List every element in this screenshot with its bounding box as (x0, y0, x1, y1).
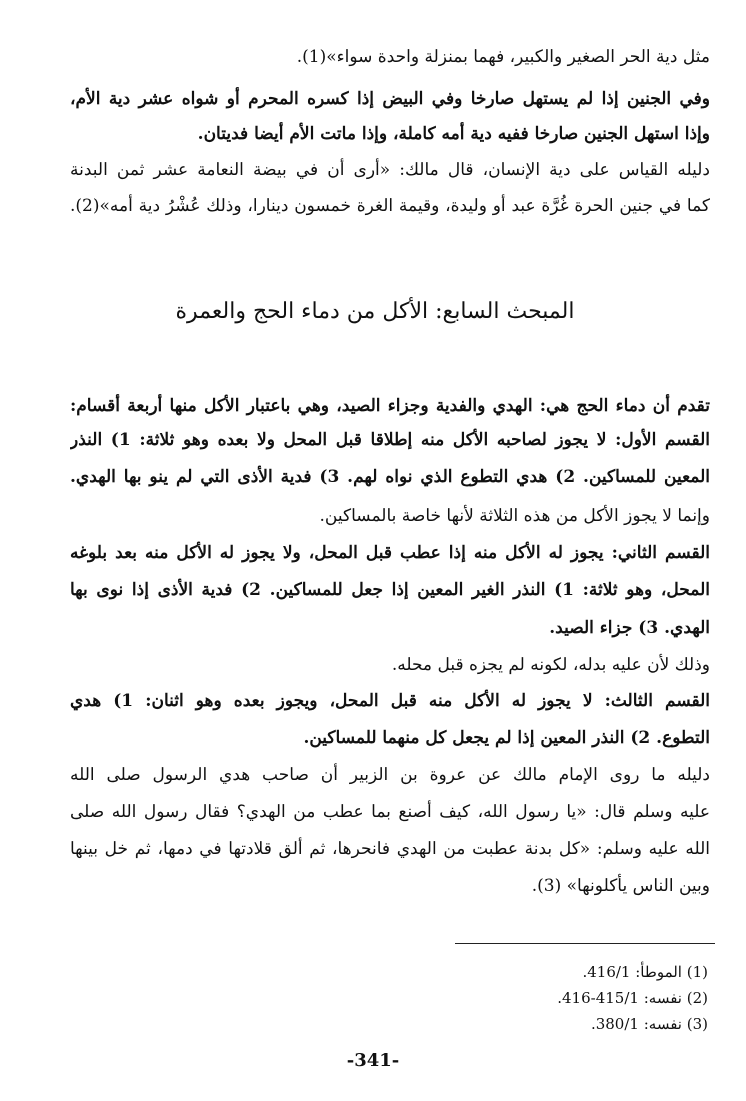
text-line: الله عليه وسلم: «كل بدنة عطبت من الهدي فانحرها، ثم ألق قلادتها في دمها، ثم خل بينها (70, 839, 710, 859)
text-line: كما في جنين الحرة غُرَّة عبد أو وليدة، وقيمة الغرة خمسون دينارا، وذلك عُشْرُ دية أمه»(2). (70, 196, 710, 216)
text-line: وإذا استهل الجنين صارخا ففيه دية أمه كاملة، وإذا ماتت الأم أيضا فديتان. (197, 124, 710, 144)
text-line: القسم الثالث: لا يجوز له الأكل منه قبل المحل، ويجوز بعده وهو اثنان: 1) هدي (70, 691, 710, 711)
text-line: وإنما لا يجوز الأكل من هذه الثلاثة لأنها خاصة بالمساكين. (319, 506, 710, 526)
text-line: دليله ما روى الإمام مالك عن عروة بن الزبير أن صاحب هدي الرسول صلى الله (70, 765, 710, 785)
text-line: التطوع. 2) النذر المعين إذا لم يجعل كل منهما للمساكين. (303, 728, 710, 748)
footnote: (3) نفسه: 380/1. (590, 1015, 708, 1033)
page-number: -341- (346, 1050, 400, 1071)
text-line: مثل دية الحر الصغير والكبير، فهما بمنزلة واحدة سواء»(1). (296, 47, 710, 67)
text-line: وبين الناس يأكلونها» (3). (531, 876, 710, 896)
footnote: (2) نفسه: 415/1-416. (557, 989, 708, 1007)
section-heading: المبحث السابع: الأكل من دماء الحج والعمرة (175, 299, 575, 324)
text-line: القسم الثاني: يجوز له الأكل منه إذا عطب قبل المحل، ولا يجوز له الأكل منه بعد بلوغه (70, 543, 710, 563)
text-line: المعين للمساكين. 2) هدي التطوع الذي نواه لهم. 3) فدية الأذى التي لم ينو بها الهدي. (70, 467, 710, 487)
text-line: عليه وسلم قال: «يا رسول الله، كيف أصنع بما عطب من الهدي؟ فقال رسول الله صلى (70, 802, 710, 822)
text-line: القسم الأول: لا يجوز لصاحبه الأكل منه إطلاقا قبل المحل ولا بعده وهو ثلاثة: 1) النذر (70, 430, 710, 450)
footnote: (1) الموطأ: 416/1. (582, 963, 708, 981)
footnote-divider (455, 943, 715, 944)
text-line: وفي الجنين إذا لم يستهل صارخا وفي البيض إذا كسره المحرم أو شواه عشر دية الأم، (70, 89, 710, 109)
text-line: دليله القياس على دية الإنسان، قال مالك: «أرى أن في بيضة النعامة عشر ثمن البدنة (70, 160, 710, 180)
text-line: تقدم أن دماء الحج هي: الهدي والفدية وجزاء الصيد، وهي باعتبار الأكل منها أربعة أقسام: (70, 396, 710, 416)
text-line: الهدي. 3) جزاء الصيد. (549, 618, 710, 638)
text-line: وذلك لأن عليه بدله، لكونه لم يجزه قبل محله. (391, 655, 710, 675)
text-line: المحل، وهو ثلاثة: 1) النذر الغير المعين إذا جعل للمساكين. 2) فدية الأذى إذا نوى بها (70, 580, 710, 600)
